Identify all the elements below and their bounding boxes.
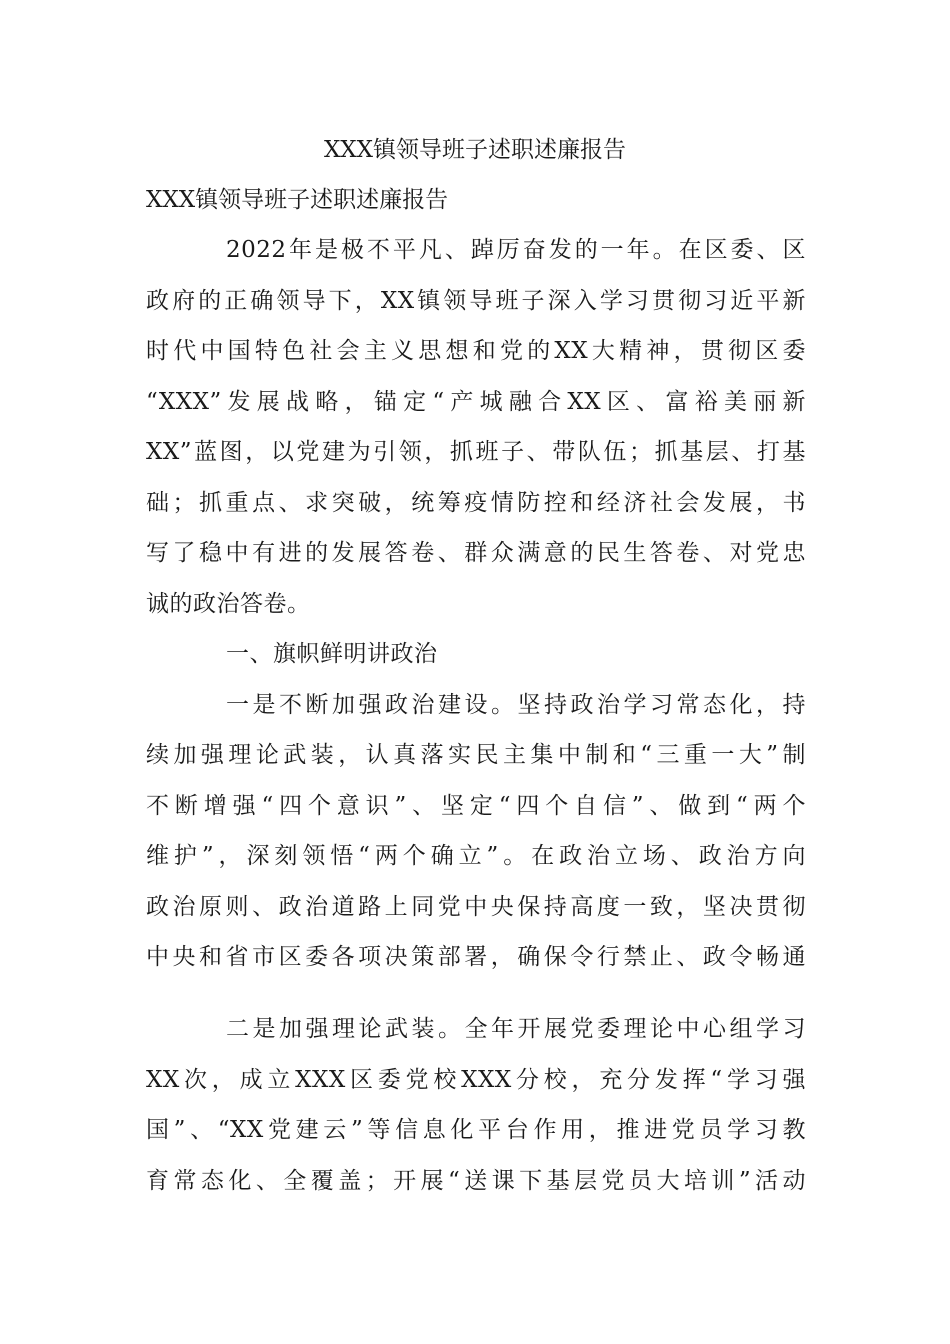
paragraph-line: “XXX”发展战略，锚定“产城融合XX区、富裕美丽新	[146, 388, 806, 415]
paragraph-line: 2022年是极不平凡、踔厉奋发的一年。在区委、区	[226, 237, 806, 263]
paragraph-line: 诚的政治答卷。	[146, 590, 311, 617]
paragraph-line: 不断增强“四个意识”、坚定“四个自信”、做到“两个	[146, 792, 806, 819]
paragraph-line: 一是不断加强政治建设。坚持政治学习常态化，持	[226, 691, 806, 718]
document-title: XXX镇领导班子述职述廉报告	[323, 137, 627, 163]
paragraph-line: XX次，成立XXX区委党校XXX分校，充分发挥“学习强	[146, 1066, 806, 1093]
paragraph-line: 国”、“XX党建云”等信息化平台作用，推进党员学习教	[146, 1117, 806, 1143]
paragraph-line: 政治原则、政治道路上同党中央保持高度一致，坚决贯彻	[146, 893, 806, 920]
paragraph-line: 维护”，深刻领悟“两个确立”。在政治立场、政治方向	[146, 843, 806, 869]
section-heading: 一、旗帜鲜明讲政治	[226, 641, 438, 667]
paragraph-line: 础；抓重点、求突破，统筹疫情防控和经济社会发展，书	[146, 489, 806, 516]
paragraph-line: 写了稳中有进的发展答卷、群众满意的民生答卷、对党忠	[146, 540, 806, 566]
paragraph-line: 中央和省市区委各项决策部署，确保令行禁止、政令畅通	[146, 944, 806, 970]
paragraph-line: 政府的正确领导下，XX镇领导班子深入学习贯彻习近平新	[146, 287, 806, 314]
document-subtitle: XXX镇领导班子述职述廉报告	[146, 187, 449, 213]
paragraph-line: 续加强理论武装，认真落实民主集中制和“三重一大”制	[146, 742, 806, 768]
paragraph-line: XX”蓝图，以党建为引领，抓班子、带队伍；抓基层、打基	[146, 439, 806, 465]
paragraph-line: 时代中国特色社会主义思想和党的XX大精神，贯彻区委	[146, 338, 806, 364]
paragraph-line: 育常态化、全覆盖；开展“送课下基层党员大培训”活动	[146, 1167, 806, 1194]
document-body	[146, 232, 806, 1213]
paragraph-line: 二是加强理论武装。全年开展党委理论中心组学习	[226, 1016, 806, 1042]
